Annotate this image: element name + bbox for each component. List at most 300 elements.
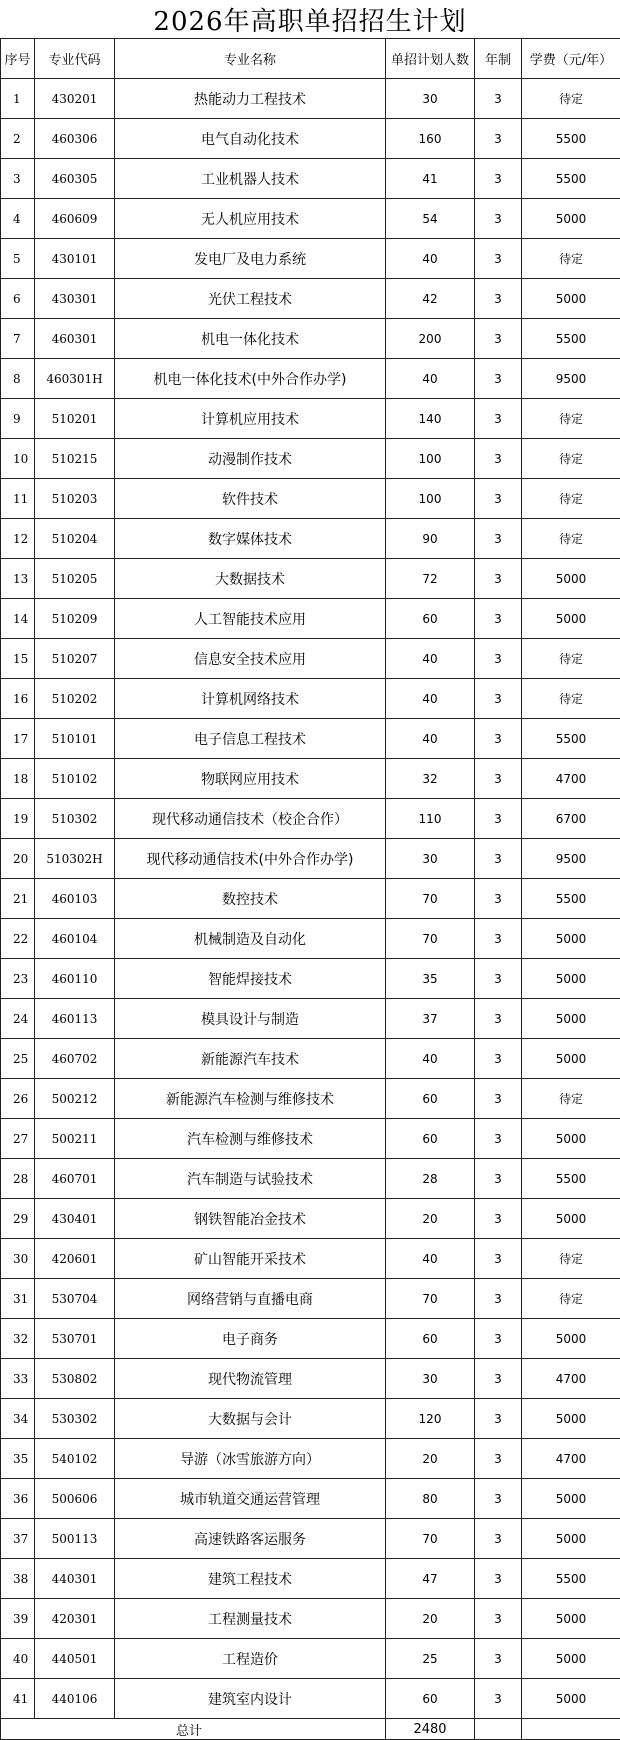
cell-years: 3 bbox=[475, 1239, 522, 1279]
cell-major-code: 500211 bbox=[35, 1119, 115, 1159]
table-row bbox=[1, 1199, 620, 1239]
cell-plan-count: 20 bbox=[386, 1199, 475, 1239]
cell-plan-count: 120 bbox=[386, 1399, 475, 1439]
cell-plan-count: 30 bbox=[386, 839, 475, 879]
cell-major-code: 440301 bbox=[35, 1559, 115, 1599]
cell-years: 3 bbox=[475, 1479, 522, 1519]
cell-tuition: 4700 bbox=[522, 759, 620, 799]
cell-serial: 13 bbox=[1, 559, 35, 599]
cell-major-name: 光伏工程技术 bbox=[115, 279, 386, 319]
table-row bbox=[1, 1559, 620, 1599]
cell-tuition: 5000 bbox=[522, 279, 620, 319]
cell-major-code: 500212 bbox=[35, 1079, 115, 1119]
cell-major-name: 工程测量技术 bbox=[115, 1599, 386, 1639]
cell-plan-count: 60 bbox=[386, 599, 475, 639]
cell-years: 3 bbox=[475, 1199, 522, 1239]
cell-years: 3 bbox=[475, 1679, 522, 1719]
total-empty-cell bbox=[522, 1719, 620, 1740]
cell-major-name: 发电厂及电力系统 bbox=[115, 239, 386, 279]
cell-major-name: 现代移动通信技术(中外合作办学) bbox=[115, 839, 386, 879]
cell-tuition: 4700 bbox=[522, 1439, 620, 1479]
cell-plan-count: 90 bbox=[386, 519, 475, 559]
cell-plan-count: 42 bbox=[386, 279, 475, 319]
cell-major-name: 软件技术 bbox=[115, 479, 386, 519]
cell-years: 3 bbox=[475, 1279, 522, 1319]
table-row bbox=[1, 959, 620, 999]
table-row bbox=[1, 359, 620, 399]
cell-major-code: 530302 bbox=[35, 1399, 115, 1439]
cell-years: 3 bbox=[475, 1519, 522, 1559]
cell-major-name: 工业机器人技术 bbox=[115, 159, 386, 199]
cell-years: 3 bbox=[475, 159, 522, 199]
cell-major-code: 540102 bbox=[35, 1439, 115, 1479]
cell-serial: 15 bbox=[1, 639, 35, 679]
cell-major-code: 460113 bbox=[35, 999, 115, 1039]
cell-major-code: 510202 bbox=[35, 679, 115, 719]
cell-serial: 37 bbox=[1, 1519, 35, 1559]
cell-serial: 32 bbox=[1, 1319, 35, 1359]
cell-tuition: 待定 bbox=[522, 479, 620, 519]
cell-plan-count: 32 bbox=[386, 759, 475, 799]
cell-tuition: 5000 bbox=[522, 1679, 620, 1719]
cell-tuition: 待定 bbox=[522, 519, 620, 559]
table-row bbox=[1, 319, 620, 359]
cell-years: 3 bbox=[475, 1559, 522, 1599]
table-row bbox=[1, 1359, 620, 1399]
cell-serial: 6 bbox=[1, 279, 35, 319]
cell-serial: 4 bbox=[1, 199, 35, 239]
cell-serial: 17 bbox=[1, 719, 35, 759]
page-title: 2026年高职单招招生计划 bbox=[0, 0, 620, 38]
cell-plan-count: 30 bbox=[386, 79, 475, 119]
table-row bbox=[1, 1039, 620, 1079]
table-row bbox=[1, 879, 620, 919]
cell-plan-count: 40 bbox=[386, 239, 475, 279]
cell-major-code: 510215 bbox=[35, 439, 115, 479]
cell-major-name: 计算机应用技术 bbox=[115, 399, 386, 439]
cell-tuition: 5500 bbox=[522, 319, 620, 359]
header-major-name: 专业名称 bbox=[115, 39, 386, 79]
header-major-code: 专业代码 bbox=[35, 39, 115, 79]
cell-plan-count: 70 bbox=[386, 879, 475, 919]
cell-tuition: 5500 bbox=[522, 1559, 620, 1599]
table-row bbox=[1, 599, 620, 639]
cell-years: 3 bbox=[475, 1159, 522, 1199]
cell-plan-count: 110 bbox=[386, 799, 475, 839]
table-row bbox=[1, 1639, 620, 1679]
cell-serial: 22 bbox=[1, 919, 35, 959]
table-row bbox=[1, 1319, 620, 1359]
table-row bbox=[1, 119, 620, 159]
cell-years: 3 bbox=[475, 599, 522, 639]
cell-major-code: 460301H bbox=[35, 359, 115, 399]
cell-plan-count: 70 bbox=[386, 919, 475, 959]
cell-tuition: 5000 bbox=[522, 559, 620, 599]
cell-major-code: 530802 bbox=[35, 1359, 115, 1399]
table-row bbox=[1, 919, 620, 959]
cell-serial: 23 bbox=[1, 959, 35, 999]
cell-major-code: 510207 bbox=[35, 639, 115, 679]
table-row bbox=[1, 1479, 620, 1519]
cell-tuition: 待定 bbox=[522, 1079, 620, 1119]
cell-tuition: 5000 bbox=[522, 959, 620, 999]
cell-serial: 31 bbox=[1, 1279, 35, 1319]
table-row bbox=[1, 1399, 620, 1439]
cell-serial: 38 bbox=[1, 1559, 35, 1599]
cell-serial: 26 bbox=[1, 1079, 35, 1119]
cell-major-code: 510302H bbox=[35, 839, 115, 879]
cell-major-name: 城市轨道交通运营管理 bbox=[115, 1479, 386, 1519]
cell-years: 3 bbox=[475, 479, 522, 519]
cell-major-code: 460103 bbox=[35, 879, 115, 919]
cell-serial: 35 bbox=[1, 1439, 35, 1479]
table-row bbox=[1, 1079, 620, 1119]
cell-serial: 24 bbox=[1, 999, 35, 1039]
table-row bbox=[1, 199, 620, 239]
cell-plan-count: 72 bbox=[386, 559, 475, 599]
cell-major-code: 510209 bbox=[35, 599, 115, 639]
cell-major-code: 510203 bbox=[35, 479, 115, 519]
cell-years: 3 bbox=[475, 79, 522, 119]
cell-tuition: 待定 bbox=[522, 439, 620, 479]
cell-major-name: 人工智能技术应用 bbox=[115, 599, 386, 639]
cell-years: 3 bbox=[475, 119, 522, 159]
cell-major-code: 500113 bbox=[35, 1519, 115, 1559]
cell-years: 3 bbox=[475, 1319, 522, 1359]
table-row bbox=[1, 1239, 620, 1279]
cell-major-code: 510205 bbox=[35, 559, 115, 599]
cell-major-name: 汽车检测与维修技术 bbox=[115, 1119, 386, 1159]
cell-major-code: 510102 bbox=[35, 759, 115, 799]
cell-plan-count: 70 bbox=[386, 1279, 475, 1319]
cell-major-name: 建筑工程技术 bbox=[115, 1559, 386, 1599]
cell-years: 3 bbox=[475, 1439, 522, 1479]
cell-serial: 9 bbox=[1, 399, 35, 439]
cell-major-code: 460701 bbox=[35, 1159, 115, 1199]
cell-major-name: 电子信息工程技术 bbox=[115, 719, 386, 759]
table-row bbox=[1, 159, 620, 199]
table-row bbox=[1, 1599, 620, 1639]
cell-plan-count: 40 bbox=[386, 359, 475, 399]
cell-major-name: 导游（冰雪旅游方向） bbox=[115, 1439, 386, 1479]
cell-years: 3 bbox=[475, 439, 522, 479]
enrollment-plan-table bbox=[0, 38, 620, 1740]
cell-major-code: 420301 bbox=[35, 1599, 115, 1639]
cell-years: 3 bbox=[475, 839, 522, 879]
cell-tuition: 5000 bbox=[522, 919, 620, 959]
cell-years: 3 bbox=[475, 359, 522, 399]
cell-serial: 11 bbox=[1, 479, 35, 519]
cell-major-code: 500606 bbox=[35, 1479, 115, 1519]
cell-serial: 29 bbox=[1, 1199, 35, 1239]
cell-plan-count: 20 bbox=[386, 1439, 475, 1479]
cell-major-name: 网络营销与直播电商 bbox=[115, 1279, 386, 1319]
cell-years: 3 bbox=[475, 1599, 522, 1639]
cell-major-name: 汽车制造与试验技术 bbox=[115, 1159, 386, 1199]
cell-years: 3 bbox=[475, 719, 522, 759]
cell-serial: 36 bbox=[1, 1479, 35, 1519]
cell-years: 3 bbox=[475, 319, 522, 359]
cell-major-code: 460609 bbox=[35, 199, 115, 239]
cell-years: 3 bbox=[475, 639, 522, 679]
cell-major-name: 电气自动化技术 bbox=[115, 119, 386, 159]
total-label: 总计 bbox=[1, 1719, 386, 1740]
cell-major-code: 430101 bbox=[35, 239, 115, 279]
header-tuition: 学费（元/年） bbox=[522, 39, 620, 79]
cell-serial: 28 bbox=[1, 1159, 35, 1199]
table-row bbox=[1, 839, 620, 879]
table-row bbox=[1, 1439, 620, 1479]
header-row bbox=[1, 39, 620, 79]
header-plan-count: 单招计划人数 bbox=[386, 39, 475, 79]
cell-years: 3 bbox=[475, 1359, 522, 1399]
cell-plan-count: 40 bbox=[386, 639, 475, 679]
cell-plan-count: 70 bbox=[386, 1519, 475, 1559]
cell-major-code: 440501 bbox=[35, 1639, 115, 1679]
cell-plan-count: 47 bbox=[386, 1559, 475, 1599]
cell-major-code: 420601 bbox=[35, 1239, 115, 1279]
cell-plan-count: 160 bbox=[386, 119, 475, 159]
cell-major-name: 热能动力工程技术 bbox=[115, 79, 386, 119]
cell-plan-count: 54 bbox=[386, 199, 475, 239]
cell-major-name: 无人机应用技术 bbox=[115, 199, 386, 239]
cell-tuition: 6700 bbox=[522, 799, 620, 839]
table-row bbox=[1, 1119, 620, 1159]
cell-major-code: 460306 bbox=[35, 119, 115, 159]
cell-serial: 21 bbox=[1, 879, 35, 919]
table-row bbox=[1, 719, 620, 759]
cell-years: 3 bbox=[475, 999, 522, 1039]
cell-years: 3 bbox=[475, 679, 522, 719]
cell-plan-count: 200 bbox=[386, 319, 475, 359]
table-row bbox=[1, 239, 620, 279]
table-row bbox=[1, 799, 620, 839]
cell-major-code: 460104 bbox=[35, 919, 115, 959]
table-row bbox=[1, 1279, 620, 1319]
cell-major-name: 现代移动通信技术（校企合作） bbox=[115, 799, 386, 839]
cell-serial: 8 bbox=[1, 359, 35, 399]
cell-tuition: 5000 bbox=[522, 1119, 620, 1159]
cell-major-name: 新能源汽车技术 bbox=[115, 1039, 386, 1079]
cell-plan-count: 60 bbox=[386, 1319, 475, 1359]
cell-tuition: 5000 bbox=[522, 1319, 620, 1359]
table-row bbox=[1, 279, 620, 319]
cell-serial: 20 bbox=[1, 839, 35, 879]
cell-major-name: 工程造价 bbox=[115, 1639, 386, 1679]
cell-years: 3 bbox=[475, 239, 522, 279]
table-row bbox=[1, 759, 620, 799]
cell-plan-count: 80 bbox=[386, 1479, 475, 1519]
cell-major-name: 计算机网络技术 bbox=[115, 679, 386, 719]
cell-major-name: 机电一体化技术(中外合作办学) bbox=[115, 359, 386, 399]
table-row bbox=[1, 999, 620, 1039]
cell-plan-count: 100 bbox=[386, 479, 475, 519]
cell-plan-count: 140 bbox=[386, 399, 475, 439]
cell-plan-count: 28 bbox=[386, 1159, 475, 1199]
cell-serial: 18 bbox=[1, 759, 35, 799]
table-row bbox=[1, 79, 620, 119]
cell-major-code: 440106 bbox=[35, 1679, 115, 1719]
cell-major-code: 430401 bbox=[35, 1199, 115, 1239]
cell-plan-count: 100 bbox=[386, 439, 475, 479]
cell-major-code: 430201 bbox=[35, 79, 115, 119]
cell-tuition: 5000 bbox=[522, 1519, 620, 1559]
cell-plan-count: 25 bbox=[386, 1639, 475, 1679]
cell-serial: 33 bbox=[1, 1359, 35, 1399]
cell-plan-count: 40 bbox=[386, 719, 475, 759]
table-row bbox=[1, 479, 620, 519]
cell-major-name: 模具设计与制造 bbox=[115, 999, 386, 1039]
cell-tuition: 5500 bbox=[522, 159, 620, 199]
cell-serial: 12 bbox=[1, 519, 35, 559]
cell-tuition: 待定 bbox=[522, 639, 620, 679]
cell-plan-count: 40 bbox=[386, 1239, 475, 1279]
cell-years: 3 bbox=[475, 959, 522, 999]
table-row bbox=[1, 399, 620, 439]
cell-serial: 19 bbox=[1, 799, 35, 839]
header-serial: 序号 bbox=[1, 39, 35, 79]
cell-tuition: 待定 bbox=[522, 399, 620, 439]
total-plan-count: 2480 bbox=[386, 1719, 475, 1740]
cell-plan-count: 41 bbox=[386, 159, 475, 199]
cell-major-name: 数控技术 bbox=[115, 879, 386, 919]
cell-tuition: 5500 bbox=[522, 119, 620, 159]
cell-plan-count: 60 bbox=[386, 1079, 475, 1119]
cell-serial: 41 bbox=[1, 1679, 35, 1719]
cell-years: 3 bbox=[475, 759, 522, 799]
cell-major-name: 机电一体化技术 bbox=[115, 319, 386, 359]
cell-major-name: 物联网应用技术 bbox=[115, 759, 386, 799]
cell-years: 3 bbox=[475, 879, 522, 919]
cell-major-name: 矿山智能开采技术 bbox=[115, 1239, 386, 1279]
cell-serial: 10 bbox=[1, 439, 35, 479]
cell-years: 3 bbox=[475, 1399, 522, 1439]
cell-tuition: 5000 bbox=[522, 1479, 620, 1519]
cell-major-code: 510201 bbox=[35, 399, 115, 439]
cell-years: 3 bbox=[475, 1079, 522, 1119]
cell-tuition: 9500 bbox=[522, 839, 620, 879]
cell-serial: 27 bbox=[1, 1119, 35, 1159]
cell-tuition: 待定 bbox=[522, 679, 620, 719]
cell-serial: 14 bbox=[1, 599, 35, 639]
cell-years: 3 bbox=[475, 559, 522, 599]
cell-plan-count: 35 bbox=[386, 959, 475, 999]
cell-years: 3 bbox=[475, 1119, 522, 1159]
cell-tuition: 5000 bbox=[522, 1199, 620, 1239]
cell-tuition: 5500 bbox=[522, 1159, 620, 1199]
cell-serial: 3 bbox=[1, 159, 35, 199]
cell-tuition: 5000 bbox=[522, 1399, 620, 1439]
cell-plan-count: 37 bbox=[386, 999, 475, 1039]
header-years: 年制 bbox=[475, 39, 522, 79]
cell-plan-count: 60 bbox=[386, 1119, 475, 1159]
cell-serial: 7 bbox=[1, 319, 35, 359]
cell-major-name: 动漫制作技术 bbox=[115, 439, 386, 479]
cell-major-name: 建筑室内设计 bbox=[115, 1679, 386, 1719]
cell-major-name: 现代物流管理 bbox=[115, 1359, 386, 1399]
cell-serial: 1 bbox=[1, 79, 35, 119]
cell-serial: 40 bbox=[1, 1639, 35, 1679]
cell-tuition: 9500 bbox=[522, 359, 620, 399]
cell-major-name: 新能源汽车检测与维修技术 bbox=[115, 1079, 386, 1119]
cell-plan-count: 60 bbox=[386, 1679, 475, 1719]
cell-years: 3 bbox=[475, 919, 522, 959]
cell-tuition: 待定 bbox=[522, 1239, 620, 1279]
cell-years: 3 bbox=[475, 1039, 522, 1079]
total-empty-cell bbox=[475, 1719, 522, 1740]
cell-tuition: 5000 bbox=[522, 199, 620, 239]
cell-years: 3 bbox=[475, 279, 522, 319]
cell-serial: 39 bbox=[1, 1599, 35, 1639]
table-row bbox=[1, 1159, 620, 1199]
cell-tuition: 5500 bbox=[522, 719, 620, 759]
cell-major-code: 510204 bbox=[35, 519, 115, 559]
cell-major-name: 高速铁路客运服务 bbox=[115, 1519, 386, 1559]
cell-major-name: 大数据技术 bbox=[115, 559, 386, 599]
total-row bbox=[1, 1719, 620, 1740]
cell-years: 3 bbox=[475, 399, 522, 439]
cell-years: 3 bbox=[475, 199, 522, 239]
cell-serial: 25 bbox=[1, 1039, 35, 1079]
cell-major-name: 钢铁智能冶金技术 bbox=[115, 1199, 386, 1239]
cell-plan-count: 40 bbox=[386, 679, 475, 719]
table-row bbox=[1, 679, 620, 719]
cell-tuition: 待定 bbox=[522, 79, 620, 119]
cell-serial: 2 bbox=[1, 119, 35, 159]
cell-years: 3 bbox=[475, 799, 522, 839]
cell-tuition: 5500 bbox=[522, 879, 620, 919]
cell-major-name: 电子商务 bbox=[115, 1319, 386, 1359]
cell-years: 3 bbox=[475, 519, 522, 559]
table-row bbox=[1, 639, 620, 679]
cell-tuition: 5000 bbox=[522, 1039, 620, 1079]
cell-major-code: 460301 bbox=[35, 319, 115, 359]
cell-major-code: 510101 bbox=[35, 719, 115, 759]
table-row bbox=[1, 519, 620, 559]
cell-major-code: 460110 bbox=[35, 959, 115, 999]
cell-major-code: 510302 bbox=[35, 799, 115, 839]
cell-tuition: 5000 bbox=[522, 999, 620, 1039]
cell-major-code: 460702 bbox=[35, 1039, 115, 1079]
cell-major-name: 大数据与会计 bbox=[115, 1399, 386, 1439]
cell-major-code: 530701 bbox=[35, 1319, 115, 1359]
table-row bbox=[1, 559, 620, 599]
table-row bbox=[1, 1679, 620, 1719]
table-body bbox=[1, 79, 620, 1719]
cell-major-name: 数字媒体技术 bbox=[115, 519, 386, 559]
cell-serial: 5 bbox=[1, 239, 35, 279]
cell-major-name: 智能焊接技术 bbox=[115, 959, 386, 999]
cell-major-code: 430301 bbox=[35, 279, 115, 319]
cell-major-name: 机械制造及自动化 bbox=[115, 919, 386, 959]
cell-tuition: 5000 bbox=[522, 599, 620, 639]
cell-plan-count: 20 bbox=[386, 1599, 475, 1639]
cell-major-code: 460305 bbox=[35, 159, 115, 199]
cell-major-name: 信息安全技术应用 bbox=[115, 639, 386, 679]
cell-tuition: 4700 bbox=[522, 1359, 620, 1399]
table-row bbox=[1, 439, 620, 479]
cell-serial: 16 bbox=[1, 679, 35, 719]
cell-years: 3 bbox=[475, 1639, 522, 1679]
cell-tuition: 待定 bbox=[522, 239, 620, 279]
cell-plan-count: 30 bbox=[386, 1359, 475, 1399]
cell-tuition: 待定 bbox=[522, 1279, 620, 1319]
table-row bbox=[1, 1519, 620, 1559]
cell-plan-count: 40 bbox=[386, 1039, 475, 1079]
cell-tuition: 5000 bbox=[522, 1599, 620, 1639]
cell-major-code: 530704 bbox=[35, 1279, 115, 1319]
cell-serial: 30 bbox=[1, 1239, 35, 1279]
